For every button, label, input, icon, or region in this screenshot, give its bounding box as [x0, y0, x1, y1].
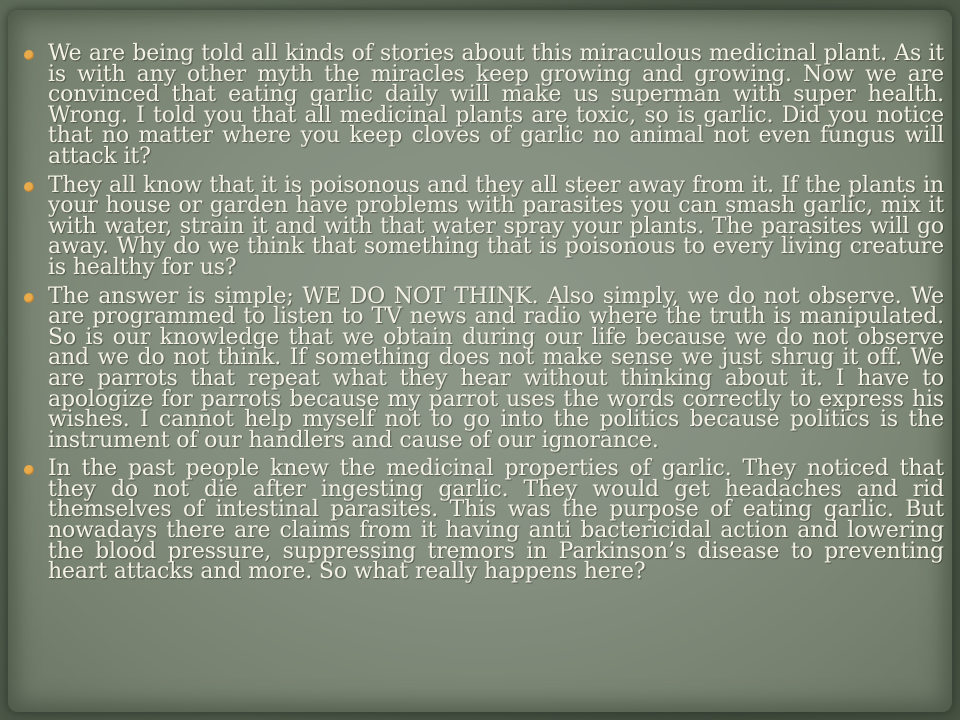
bullet-dot-icon: [24, 182, 34, 192]
bullet-dot-icon: [24, 50, 34, 60]
bullet-text: In the past people knew the medicinal properties of garlic. They noticed that they do not die after ingesting garlic. They would get headaches and rid themselves of intestinal parasites. This was the purpose of eating garlic. But nowadays there are claims from it having anti bactericidal action and lowering the blood pressure, suppressing tremors in Parkinson’s disease to preventing heart attacks and more. So what really happens here?: [48, 456, 944, 585]
bullet-text: The answer is simple; WE DO NOT THINK. Also simply, we do not observe. We are programmed to listen to TV news and radio where the truth is manipulated. So is our knowledge that we obtain during our life because we do not observe and we do not think. If something does not make sense we just shrug it off. We are parrots that repeat what they hear without thinking about it. I have to apologize for parrots because my parrot uses the words correctly to express his wishes. I cannot help myself not to go into the politics because politics is the instrument of our handlers and cause of our ignorance.: [48, 283, 944, 453]
bullet-dot-icon: [24, 293, 34, 303]
bullet-dot-icon: [24, 465, 34, 475]
content-panel: [8, 10, 952, 712]
bullet-item-4: [22, 456, 944, 585]
bullet-text: They all know that it is poisonous and they all steer away from it. If the plants in your house or garden have problems with parasites you can smash garlic, mix it with water, strain it and with that water spray your plants. The parasites will go away. Why do we think that something that is poisonous to every living creature is healthy for us?: [48, 172, 944, 280]
bullet-text: We are being told all kinds of stories about this miraculous medicinal plant. As it is with any other myth the miracles keep growing and growing. Now we are convinced that eating garlic daily will make us superman with super health. Wrong. I told you that all medicinal plants are toxic, so is garlic. Did you notice that no matter where you keep cloves of garlic no animal not even fungus will attack it?: [48, 41, 944, 169]
bullet-list: [22, 41, 944, 591]
bullet-item-3: [22, 283, 944, 453]
bullet-item-1: [22, 41, 944, 169]
bullet-item-2: [22, 172, 944, 280]
